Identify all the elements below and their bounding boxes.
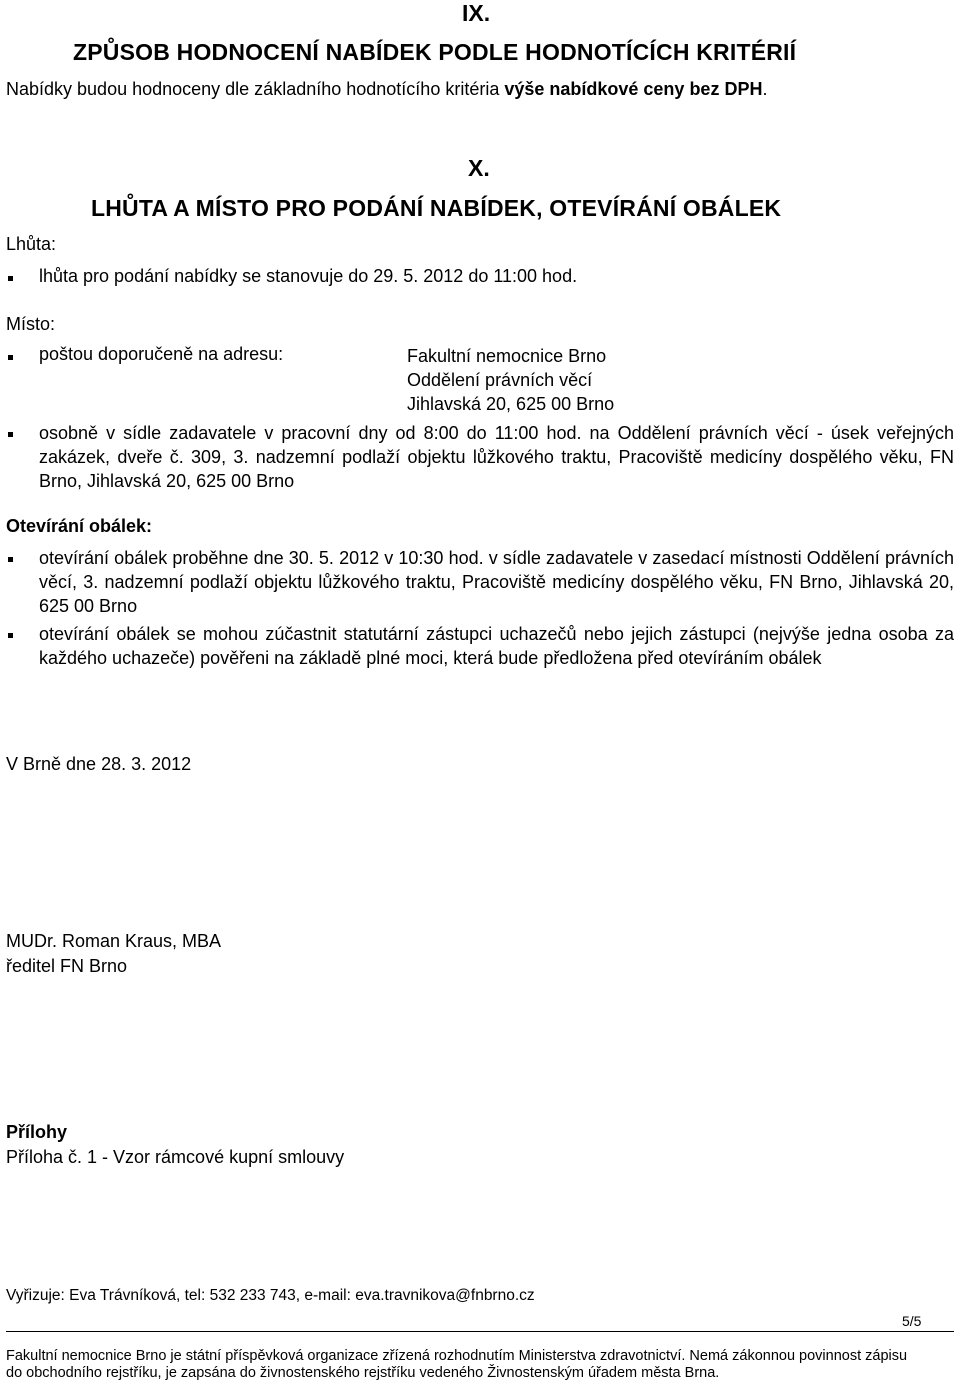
criteria-end: . <box>762 79 768 99</box>
oteviran-item-1: otevírání obálek proběhne dne 30. 5. 2012 v 10:30 hod. v sídle zadavatele v zasedací místnosti Oddělení právních věcí, 3. nadzemní podlaží objektu lůžkového traktu, Pracoviště medicíny dospělého věku, FN Brno, Jihlavská 20, 625 00 Brno <box>39 548 954 616</box>
section-ix-title: ZPŮSOB HODNOCENÍ NABÍDEK PODLE HODNOTÍCÍCH KRITÉRIÍ <box>73 39 797 65</box>
lhuta-item: lhůta pro podání nabídky se stanovuje do 29. 5. 2012 do 11:00 hod. <box>39 266 578 286</box>
attachment-item: Příloha č. 1 - Vzor rámcové kupní smlouvy <box>6 1147 345 1167</box>
oteviran-item-2: otevírání obálek se mohou zúčastnit statutární zástupci uchazečů nebo jejich zástupci (nejvýše jedna osoba za každého uchazeče) pověřeni na základě plné moci, která bude předložena před otevíráním obálek <box>39 624 954 668</box>
lhuta-heading: Lhůta: <box>6 234 57 254</box>
attachments-heading: Přílohy <box>6 1122 68 1142</box>
address-line-3: Jihlavská 20, 625 00 Brno <box>407 394 615 414</box>
footer-line-1: Fakultní nemocnice Brno je státní příspěvková organizace zřízená rozhodnutím Ministerstva zdravotnictví. Nemá zákonnou povinnost zápisu <box>6 1348 908 1364</box>
signature-role: ředitel FN Brno <box>6 956 128 976</box>
bullet-icon <box>8 432 13 437</box>
address-block <box>407 344 614 416</box>
section-ix-number: IX. <box>462 0 491 26</box>
bullet-icon <box>8 557 13 562</box>
address-line-1: Fakultní nemocnice Brno <box>407 346 607 366</box>
place-date: V Brně dne 28. 3. 2012 <box>6 754 192 774</box>
misto-personal: osobně v sídle zadavatele v pracovní dny od 8:00 do 11:00 hod. na Oddělení právních věcí - úsek veřejných zakázek, dveře č. 309, 3. nadzemní podlaží objektu lůžkového traktu, Pracoviště medicíny dospělého věku, FN Brno, Jihlavská 20, 625 00 Brno <box>39 423 954 491</box>
criteria-bold: výše nabídkové ceny bez DPH <box>504 79 763 99</box>
footer-contact: Vyřizuje: Eva Trávníková, tel: 532 233 743, e-mail: eva.travnikova@fnbrno.cz <box>6 1287 535 1304</box>
page-number: 5/5 <box>902 1313 922 1329</box>
bullet-icon <box>8 355 13 360</box>
footer-divider <box>6 1331 954 1332</box>
section-x-title: LHŮTA A MÍSTO PRO PODÁNÍ NABÍDEK, OTEVÍRÁNÍ OBÁLEK <box>91 195 782 221</box>
footer-line-2: do obchodního rejstříku, je zapsána do živnostenského rejstříku vedeného Živnostenským úřadem města Brna. <box>6 1365 720 1381</box>
section-ix-text <box>6 79 767 100</box>
oteviran-heading: Otevírání obálek: <box>6 516 153 536</box>
bullet-icon <box>8 633 13 638</box>
bullet-icon <box>8 276 13 281</box>
signature-name: MUDr. Roman Kraus, MBA <box>6 931 222 951</box>
address-line-2: Oddělení právních věcí <box>407 370 593 390</box>
misto-post-label: poštou doporučeně na adresu: <box>39 344 284 364</box>
misto-heading: Místo: <box>6 314 56 334</box>
criteria-text: Nabídky budou hodnoceny dle základního hodnotícího kritéria <box>6 79 505 99</box>
section-x-number: X. <box>468 155 490 181</box>
